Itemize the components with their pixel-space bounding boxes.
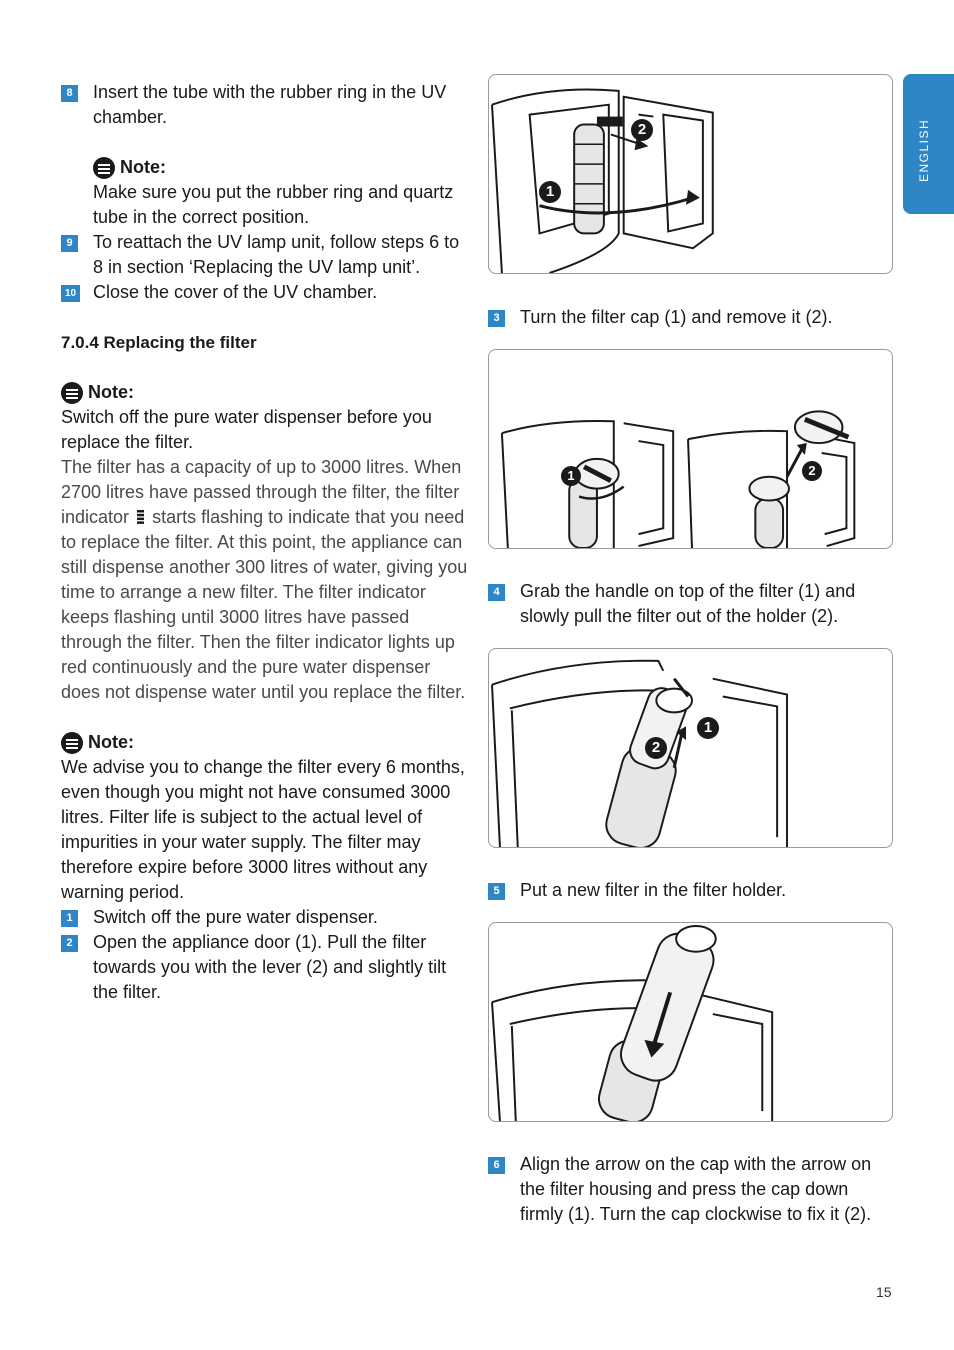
note-heading-label: Note: bbox=[88, 382, 134, 402]
step-number-badge: 5 bbox=[488, 883, 505, 900]
note-heading bbox=[61, 730, 471, 755]
note-icon bbox=[93, 157, 115, 179]
step-5 bbox=[488, 878, 893, 903]
step-4 bbox=[488, 579, 893, 629]
step-text: Insert the tube with the rubber ring in the UV chamber. bbox=[93, 82, 447, 127]
section-title: 7.0.4 Replacing the filter bbox=[61, 333, 257, 352]
step-text: Open the appliance door (1). Pull the filter towards you with the lever (2) and slightly tilt the filter. bbox=[93, 932, 447, 1002]
step-text: Switch off the pure water dispenser. bbox=[93, 907, 378, 927]
note-icon bbox=[61, 732, 83, 754]
note-body bbox=[61, 455, 471, 705]
step-number-badge: 6 bbox=[488, 1157, 505, 1174]
figure-pull-filter bbox=[488, 648, 893, 848]
step-number-badge: 2 bbox=[61, 935, 78, 952]
step-text: Put a new filter in the filter holder. bbox=[520, 880, 787, 900]
callout-2: 2 bbox=[631, 119, 653, 141]
note-icon bbox=[61, 382, 83, 404]
illustration-insert-filter bbox=[489, 923, 892, 1121]
left-column bbox=[61, 80, 471, 1005]
step-6 bbox=[488, 1152, 893, 1227]
figure-open-door bbox=[488, 74, 893, 274]
filter-indicator-icon bbox=[137, 510, 144, 524]
callout-1: 1 bbox=[697, 717, 719, 739]
step-3 bbox=[488, 305, 893, 330]
note-heading bbox=[61, 380, 471, 405]
step-1 bbox=[61, 905, 471, 930]
step-text: Close the cover of the UV chamber. bbox=[93, 282, 378, 302]
illustration-pull-filter bbox=[489, 649, 892, 847]
note-strong-text: Switch off the pure water dispenser before you replace the filter. bbox=[61, 407, 432, 452]
step-number-badge: 3 bbox=[488, 310, 505, 327]
callout-1: 1 bbox=[539, 181, 561, 203]
illustration-filter-cap bbox=[489, 350, 892, 548]
step-10 bbox=[61, 280, 471, 305]
note-heading-label: Note: bbox=[120, 157, 166, 177]
language-tab-label: ENGLISH bbox=[917, 118, 931, 182]
figure-filter-cap bbox=[488, 349, 893, 549]
note-3 bbox=[61, 730, 471, 905]
note-body-part-1: The filter has a capacity of up to 3000 litres. When 2700 litres have passed through the filter, the filter indicator bbox=[61, 457, 462, 527]
note-body-part-2: starts flashing to indicate that you need to replace the filter. At this point, the appliance can still dispense another 300 litres of water, giving you time to arrange a new filter. The filter indicator keeps flashing until 3000 litres have passed through the filter. Then the filter indicator lights up red continuously and the pure water dispenser does not dispense water until you replace the filter. bbox=[61, 507, 468, 702]
note-2 bbox=[61, 380, 471, 705]
note-heading-label: Note: bbox=[88, 732, 134, 752]
step-8 bbox=[61, 80, 471, 130]
step-number-badge: 9 bbox=[61, 235, 78, 252]
callout-2: 2 bbox=[645, 737, 667, 759]
step-text: To reattach the UV lamp unit, follow steps 6 to 8 in section ‘Replacing the UV lamp unit’. bbox=[93, 232, 460, 277]
illustration-open-door bbox=[489, 75, 892, 273]
callout-1: 1 bbox=[561, 466, 581, 486]
step-number-badge: 8 bbox=[61, 85, 78, 102]
step-text: Grab the handle on top of the filter (1) and slowly pull the filter out of the holder (2). bbox=[520, 581, 856, 626]
step-text: Turn the filter cap (1) and remove it (2). bbox=[520, 307, 833, 327]
note-text: Make sure you put the rubber ring and quartz tube in the correct position. bbox=[93, 182, 454, 227]
step-text: Align the arrow on the cap with the arrow on the filter housing and press the cap down firmly (1). Turn the cap clockwise to fix it (2). bbox=[520, 1154, 872, 1224]
step-9 bbox=[61, 230, 471, 280]
figure-insert-filter bbox=[488, 922, 893, 1122]
language-tab bbox=[903, 74, 954, 214]
note-heading bbox=[93, 155, 471, 180]
callout-2: 2 bbox=[802, 461, 822, 481]
step-2 bbox=[61, 930, 471, 1005]
step-number-badge: 1 bbox=[61, 910, 78, 927]
step-number-badge: 10 bbox=[61, 285, 80, 302]
note-1 bbox=[61, 155, 471, 230]
note-text: We advise you to change the filter every 6 months, even though you might not have consumed 3000 litres. Filter life is subject to the actual level of impurities in your water supply. The filter may therefore expire before 3000 litres without any warning period. bbox=[61, 757, 465, 902]
step-number-badge: 4 bbox=[488, 584, 505, 601]
page-number: 15 bbox=[876, 1284, 892, 1300]
